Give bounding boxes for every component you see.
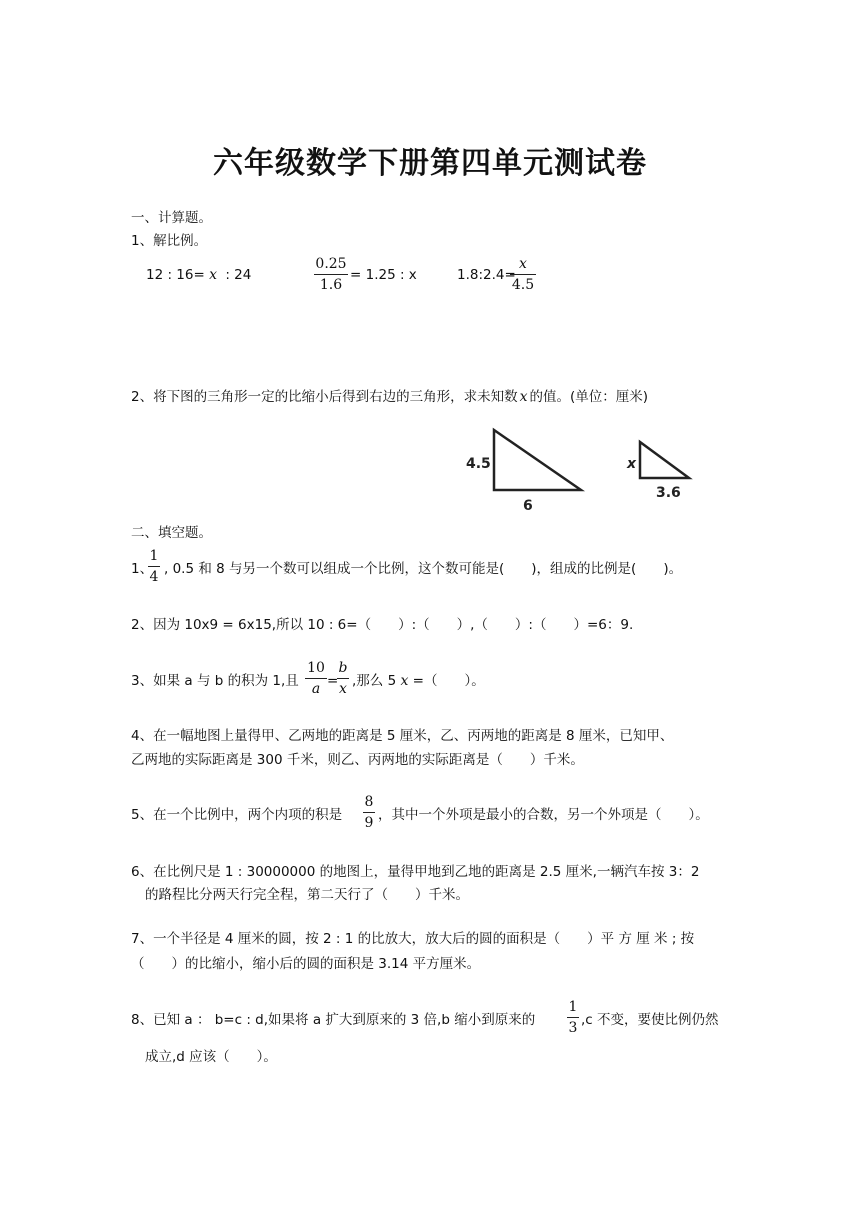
equation-1-right: : 24 <box>225 267 252 283</box>
fill-q1-prefix: 1、 <box>131 561 154 577</box>
fill-q6-line2: 的路程比分两天行完全程，第二天行了（ ）千米。 <box>145 887 469 903</box>
fill-q5-text-after: ，其中一个外项是最小的合数，另一个外项是（ ）。 <box>378 807 709 823</box>
equation-1-left: 12 : 16= <box>146 267 205 283</box>
fraction-numerator: x <box>519 256 527 272</box>
fill-q3-text-before: 3、如果 a 与 b 的积为 1,且 <box>131 673 299 689</box>
fraction-denominator: 3 <box>568 1020 578 1036</box>
fraction-bar <box>148 566 160 567</box>
question-2-text <box>131 388 648 406</box>
small-triangle <box>640 442 689 478</box>
equation-2-fraction <box>314 255 348 294</box>
fill-q3-equals: = <box>327 673 339 689</box>
page-title: 六年级数学下册第四单元测试卷 <box>213 146 647 181</box>
fill-q3-variable: x <box>400 673 409 689</box>
fill-q2-text: 2、因为 10x9 = 6x15,所以 10 : 6=（ ）:（ ）,（ ）:（ ）=6：9. <box>131 617 634 633</box>
fraction-numerator: 0.25 <box>315 256 347 272</box>
big-triangle <box>494 430 581 490</box>
fill-q1-fraction <box>148 547 160 586</box>
fill-q8-text-before: 8、已知 a ： b=c : d,如果将 a 扩大到原来的 3 倍,b 缩小到原来的 <box>131 1012 536 1028</box>
big-triangle-height-label: 4.5 <box>466 456 491 472</box>
fill-q1-text: , 0.5 和 8 与另一个数可以组成一个比例，这个数可能是( )，组成的比例是( )。 <box>164 561 683 577</box>
fraction-denominator: 9 <box>364 815 374 831</box>
fill-q3-text-after-part: ,那么 5 <box>352 673 397 689</box>
section-heading-fill-in: 二、填空题。 <box>131 525 212 541</box>
fill-q4-line2: 乙两地的实际距离是 300 千米，则乙、丙两地的实际距离是（ ）千米。 <box>131 752 584 768</box>
fraction-bar <box>314 274 348 275</box>
fill-q5-fraction <box>363 793 375 832</box>
fraction-bar <box>305 678 327 679</box>
equation-2-right: = 1.25 : x <box>350 267 417 283</box>
fill-q7-line2: （ ）的比缩小，缩小后的圆的面积是 3.14 平方厘米。 <box>131 956 481 972</box>
fraction-numerator: 1 <box>568 999 578 1015</box>
equation-3-fraction <box>510 255 536 294</box>
fill-q4-line1: 4、在一幅地图上量得甲、乙两地的距离是 5 厘米，乙、丙两地的距离是 8 厘米，已知甲、 <box>131 728 674 744</box>
fill-q3-text-end: =（ ）。 <box>412 673 485 689</box>
fraction-numerator: 10 <box>307 660 325 676</box>
fill-q3-fraction-1 <box>305 659 327 698</box>
question-2-variable: x <box>519 389 528 405</box>
small-triangle-base-label: 3.6 <box>656 485 681 501</box>
section-heading-calculation: 一、计算题。 <box>131 210 212 226</box>
fraction-bar <box>363 812 375 813</box>
fraction-bar <box>337 678 349 679</box>
fill-q6-line1: 6、在比例尺是 1 : 30000000 的地图上，量得甲地到乙地的距离是 2.5 厘米,一辆汽车按 3：2 <box>131 864 700 880</box>
triangle-figure <box>460 420 700 515</box>
fraction-numerator: 8 <box>364 794 374 810</box>
fraction-denominator: 4.5 <box>511 277 535 293</box>
big-triangle-base-label: 6 <box>523 498 533 514</box>
question-2-text-after: 的值。(单位：厘米) <box>529 389 649 405</box>
fill-q8-line2: 成立,d 应该（ ）。 <box>145 1049 277 1065</box>
small-triangle-height-label: x <box>627 456 637 472</box>
equation-3-left: 1.8:2.4= <box>457 267 516 283</box>
fraction-denominator: x <box>339 681 347 697</box>
fraction-numerator: b <box>338 660 348 676</box>
fraction-bar <box>567 1017 579 1018</box>
equation-1-variable: x <box>209 267 218 283</box>
fill-q8-text-after: ,c 不变，要使比例仍然 <box>581 1012 719 1028</box>
fill-q3-fraction-2 <box>337 659 349 698</box>
question-1-label: 1、解比例。 <box>131 233 208 249</box>
fraction-numerator: 1 <box>149 548 159 564</box>
fraction-denominator: a <box>311 681 321 697</box>
fill-q8-fraction <box>567 998 579 1037</box>
fraction-bar <box>510 274 536 275</box>
fill-q7-line1: 7、一个半径是 4 厘米的圆，按 2 : 1 的比放大，放大后的圆的面积是（ ）平 方 厘 米 ; 按 <box>131 931 695 947</box>
equation-1 <box>146 266 251 284</box>
fill-q3-text-after <box>352 672 485 690</box>
fraction-denominator: 1.6 <box>319 277 343 293</box>
fraction-denominator: 4 <box>149 569 159 585</box>
fill-q5-text-before: 5、在一个比例中，两个内项的积是 <box>131 807 343 823</box>
question-2-text-before: 2、将下图的三角形一定的比缩小后得到右边的三角形，求未知数 <box>131 389 518 405</box>
